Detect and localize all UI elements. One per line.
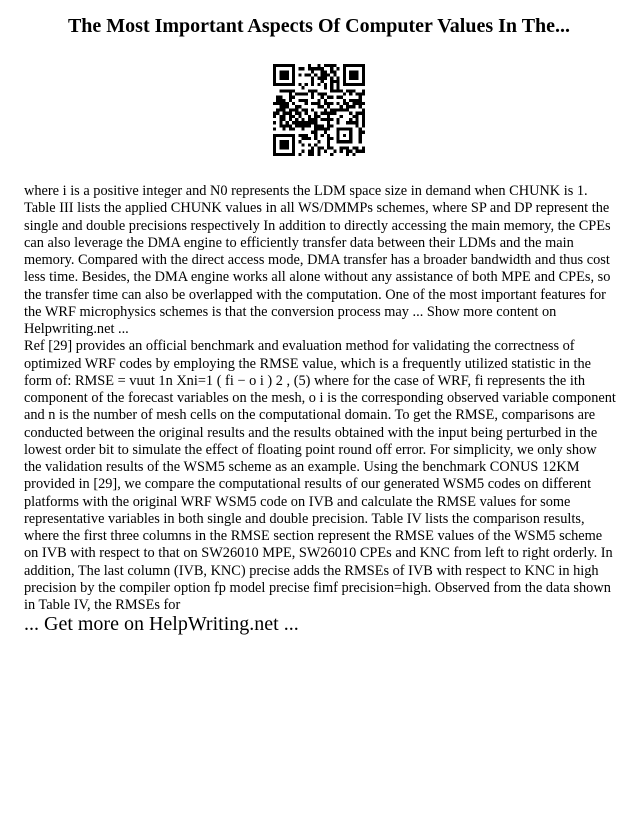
qr-code-icon[interactable]	[273, 64, 365, 156]
get-more-link[interactable]: ... Get more on HelpWriting.net ...	[24, 613, 299, 635]
paragraph: where i is a positive integer and N0 represents the LDM space size in demand when CHUNK is 1. Table III lists the applied CHUNK values in all WS/DMMPs schemes, where SP and DP represent the single and double precisions respectively In addition to directly accessing the main memory, the CPEs can also leverage the DMA engine to efficiently transfer data between their LDMs and the main memory. Compared with the direct access mode, DMA transfer has a broader bandwidth and thus cost less time. Besides, the DMA engine works all alone without any assistance of both MPE and CPEs, so the transfer time can also be overlapped with the computation. One of the most important features for the WRF microphysics schemes is that the conversion process may ... Show more content on Helpwriting.net ...	[24, 183, 611, 337]
article-body	[24, 183, 616, 614]
paragraph: Ref [29] provides an official benchmark and evaluation method for validating the correctness of optimized WRF codes by employing the RMSE value, which is a frequently utilized statistic in the form of: RMSE = vuut 1n Xni=1 ( fi − o i ) 2 , (5) where for the case of WRF, fi represents the ith component of the forecast variables on the mesh, o i is the corresponding observed variable component and n is the number of mesh cells on the computational domain. To get the RMSE, comparisons are conducted between the original results and the results obtained with the input being perturbed in the lowest order bit to simulate the effect of floating point round off error. For simplicity, we only show the validation results of the WSM5 scheme as an example. Using the benchmark CONUS 12KM provided in [29], we compare the computational results of our generated WSM5 codes on different platforms with the original WRF WSM5 code on IVB and calculate the RMSE values for some representative variables in both single and double precision. Table IV lists the comparison results, where the first three columns in the RMSE section represent the RMSE values of the WSM5 scheme on IVB with respect to that on SW26010 MPE, SW26010 CPEs and KNC from left to right orderly. In addition, The last column (IVB, KNC) precise adds the RMSEs of IVB with respect to KNC in high precision by the compiler option fp model precise fimf precision=high. Observed from the data shown in Table IV, the RMSEs for	[24, 338, 616, 613]
page-title: The Most Important Aspects Of Computer Values In The...	[67, 15, 571, 37]
